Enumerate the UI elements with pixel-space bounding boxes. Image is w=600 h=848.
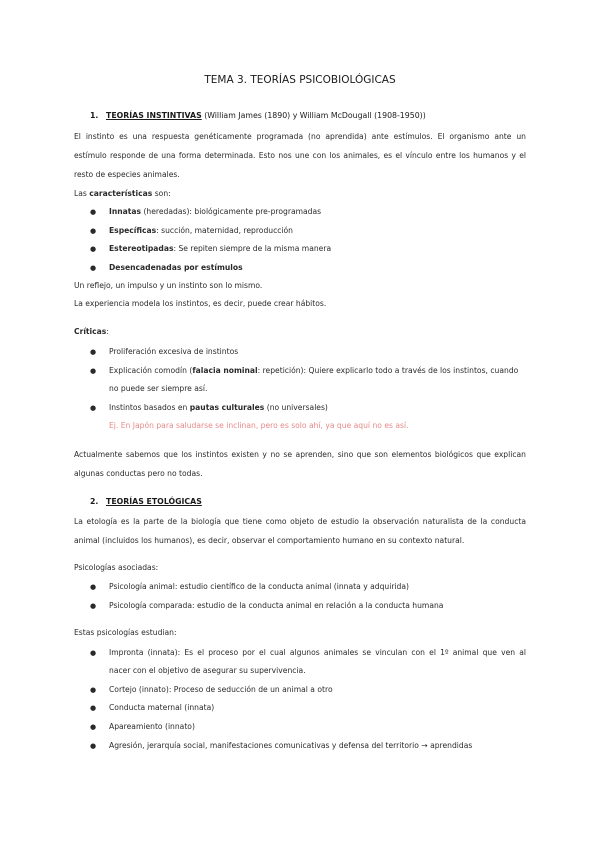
bullet-icon: ● <box>90 704 97 712</box>
bullet-icon: ● <box>90 404 97 412</box>
section-2-heading <box>90 497 202 507</box>
section-1-title: TEORÍAS INSTINTIVAS <box>106 111 202 120</box>
paragraph-line: estímulo responde de una forma determinada. Esto nos une con los animales, es el vínculo entre los humanos y el <box>74 151 526 160</box>
bullet-icon: ● <box>90 723 97 731</box>
section-2-number: 2. <box>90 497 99 506</box>
bullet-icon: ● <box>90 583 97 591</box>
bullet-icon: ● <box>90 264 97 272</box>
feature-term: Innatas <box>109 207 142 216</box>
critic-text: Instintos basados en <box>109 403 190 412</box>
list-item: Agresión, jerarquía social, manifestaciones comunicativas y defensa del territorio → aprendidas <box>109 741 473 750</box>
study-label: Estas psicologías estudian: <box>74 628 177 637</box>
critic-bold: falacia nominal <box>192 366 258 375</box>
paragraph-line: La experiencia modela los instintos, es decir, puede crear hábitos. <box>74 299 327 308</box>
list-item <box>109 366 518 376</box>
section-1-heading <box>90 111 426 121</box>
bullet-icon: ● <box>90 348 97 356</box>
feature-desc: (heredadas): biológicamente pre-programadas <box>141 207 322 216</box>
paragraph-line: Un reflejo, un impulso y un instinto son lo mismo. <box>74 281 263 290</box>
paragraph-line: El instinto es una respuesta genéticamente programada (no aprendida) ante estímulos. El organismo ante un <box>74 132 526 141</box>
critic-bold: pautas culturales <box>189 403 265 412</box>
paragraph-line: animal (incluidos los humanos), es decir, observar el comportamiento humano en su contexto natural. <box>74 536 465 545</box>
feature-term: Desencadenadas por estímulos <box>109 263 243 272</box>
critics-heading <box>74 327 109 337</box>
list-item-continuation: nacer con el objetivo de asegurar su supervivencia. <box>109 666 306 675</box>
critic-text: (no universales) <box>264 403 328 412</box>
bullet-icon: ● <box>90 602 97 610</box>
list-item: Impronta (innata): Es el proceso por el cual algunos animales se vinculan con el 1º animal que ven al <box>109 648 526 657</box>
feature-desc: : Se repiten siempre de la misma manera <box>173 244 332 253</box>
paragraph-line: Actualmente sabemos que los instintos existen y no se aprenden, sino que son elementos biológicos que explican <box>74 450 526 459</box>
list-item <box>109 244 331 254</box>
bullet-icon: ● <box>90 227 97 235</box>
list-item: Conducta maternal (innata) <box>109 703 215 712</box>
features-bold: características <box>89 189 153 198</box>
bullet-icon: ● <box>90 649 97 657</box>
critics-label: Críticas <box>74 327 107 336</box>
section-1-number: 1. <box>90 111 99 120</box>
section-1-authors: (William James (1890) y William McDougall (1908-1950)) <box>204 111 426 120</box>
list-item <box>109 226 293 236</box>
bullet-icon: ● <box>90 367 97 375</box>
features-prefix: Las <box>74 189 90 198</box>
feature-term: Específicas <box>109 226 157 235</box>
list-item: Apareamiento (innato) <box>109 722 195 731</box>
list-item <box>109 207 321 217</box>
paragraph-line: algunas conductas pero no todas. <box>74 469 203 478</box>
paragraph-line: resto de especies animales. <box>74 170 180 179</box>
critic-text: : repetición): Quiere explicarlo todo a través de los instintos, cuando <box>257 366 519 375</box>
list-item: Psicología comparada: estudio de la conducta animal en relación a la conducta humana <box>109 601 444 610</box>
list-item-continuation: no puede ser siempre así. <box>109 384 208 393</box>
example-note: Ej. En Japón para saludarse se inclinan, pero es solo ahí, ya que aquí no es así. <box>109 421 409 430</box>
feature-desc: : succión, maternidad, reproducción <box>156 226 293 235</box>
paragraph-line: La etología es la parte de la biología que tiene como objeto de estudio la observación naturalista de la conducta <box>74 517 526 526</box>
bullet-icon: ● <box>90 245 97 253</box>
feature-term: Estereotipadas <box>109 244 174 253</box>
features-suffix: son: <box>152 189 171 198</box>
critic-text: Explicación comodín ( <box>109 366 193 375</box>
features-intro <box>74 189 171 199</box>
section-2-title: TEORÍAS ETOLÓGICAS <box>106 497 202 506</box>
list-item: Cortejo (innato): Proceso de seducción de un animal a otro <box>109 685 333 694</box>
list-item <box>109 263 243 273</box>
bullet-icon: ● <box>90 742 97 750</box>
list-item: Proliferación excesiva de instintos <box>109 347 239 356</box>
bullet-icon: ● <box>90 686 97 694</box>
critics-colon: : <box>106 327 109 336</box>
list-item: Psicología animal: estudio científico de la conducta animal (innata y adquirida) <box>109 582 409 591</box>
list-item <box>109 403 328 413</box>
page-title: TEMA 3. TEORÍAS PSICOBIOLÓGICAS <box>204 74 396 86</box>
bullet-icon: ● <box>90 208 97 216</box>
assoc-label: Psicologías asociadas: <box>74 563 159 572</box>
